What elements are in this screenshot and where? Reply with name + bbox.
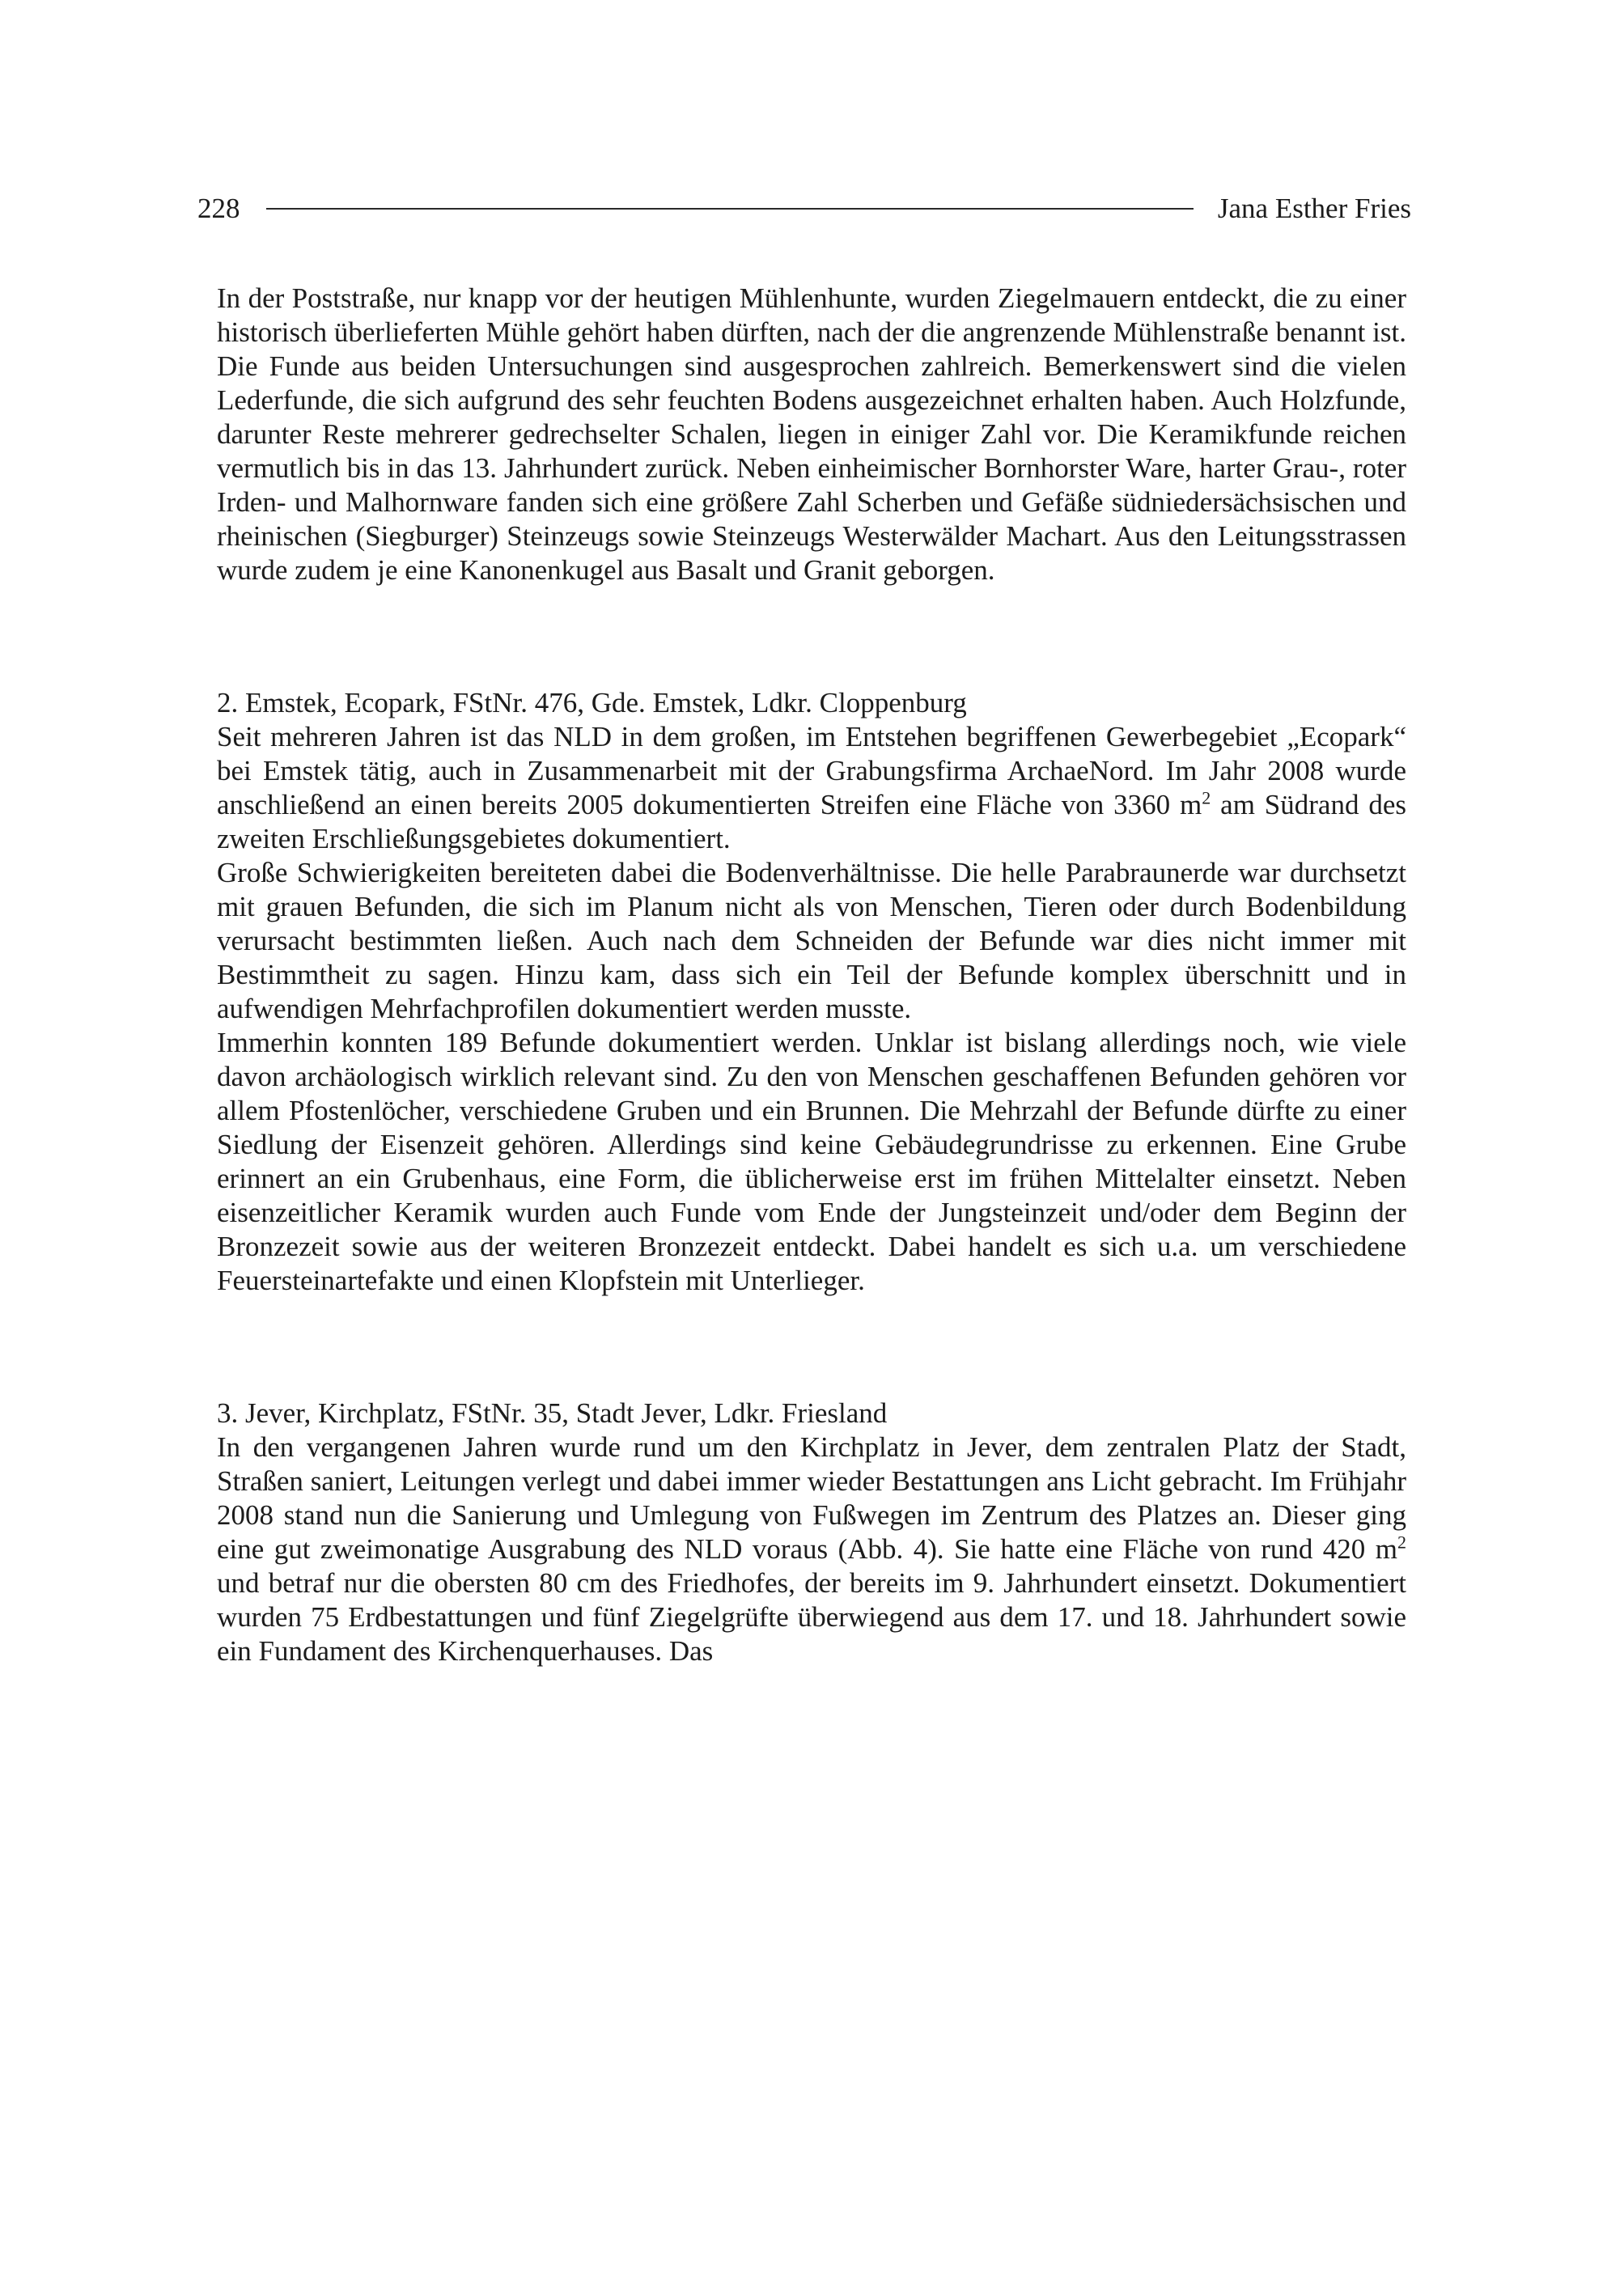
section-jever bbox=[217, 1397, 1406, 1668]
page-body bbox=[217, 282, 1406, 1668]
header-rule bbox=[266, 208, 1194, 210]
section-paragraph: Immerhin konnten 189 Befunde dokumentiert werden. Unklar ist bislang allerdings noch, wie viele davon archäologisch wirklich relevant sind. Zu den von Menschen geschaffenen Befunden gehören vor allem Pfostenlöcher, verschiedene Gruben und ein Brunnen. Die Mehrzahl der Befunde dürfte zu einer Siedlung der Eisenzeit gehören. Allerdings sind keine Gebäudegrundrisse zu erkennen. Eine Grube erinnert an ein Grubenhaus, eine Form, die üblicherweise erst im frühen Mittelalter einsetzt. Neben eisenzeitlicher Keramik wurden auch Funde vom Ende der Jungsteinzeit und/oder dem Beginn der Bronzezeit sowie aus der weiteren Bronzezeit entdeckt. Dabei handelt es sich u.a. um verschiedene Feuersteinartefakte und einen Klopfstein mit Unterlieger. bbox=[217, 1027, 1406, 1296]
section-emstek bbox=[217, 686, 1406, 1298]
running-header bbox=[197, 186, 1411, 231]
superscript: 2 bbox=[1397, 1532, 1406, 1553]
section-title: 3. Jever, Kirchplatz, FStNr. 35, Stadt Jever, Ldkr. Friesland bbox=[217, 1397, 888, 1429]
section-paragraph: Große Schwierigkeiten bereiteten dabei die Bodenverhältnisse. Die helle Parabraunerde war durchsetzt mit grauen Befunden, die sich im Planum nicht als von Menschen, Tieren oder durch Bodenbildung verursacht bestimmten ließen. Auch nach dem Schneiden der Befunde war dies nicht immer mit Bestimmtheit zu sagen. Hinzu kam, dass sich ein Teil der Befunde komplex überschnitt und in aufwendigen Mehrfachprofilen dokumentiert werden musste. bbox=[217, 857, 1406, 1024]
running-title: Jana Esther Fries bbox=[1217, 193, 1411, 224]
page-number: 228 bbox=[197, 193, 240, 224]
intro-paragraph: In der Poststraße, nur knapp vor der heutigen Mühlenhunte, wurden Ziegelmauern entdeckt, die zu einer historisch überlieferten Mühle gehört haben dürften, nach der die angrenzende Mühlenstraße benannt ist. Die Funde aus beiden Untersuchungen sind ausgesprochen zahlreich. Bemerkenswert sind die vielen Lederfunde, die sich aufgrund des sehr feuchten Bodens ausgezeichnet erhalten haben. Auch Holzfunde, darunter Reste mehrerer gedrechselter Schalen, liegen in einiger Zahl vor. Die Keramikfunde reichen vermutlich bis in das 13. Jahrhundert zurück. Neben einheimischer Bornhorster Ware, harter Grau-, roter Irden- und Malhornware fanden sich eine größere Zahl Scherben und Gefäße südniedersächsischen und rheinischen (Siegburger) Steinzeugs sowie Steinzeugs Westerwälder Machart. Aus den Leitungsstrassen wurde zudem je eine Kanonenkugel aus Basalt und Granit geborgen. bbox=[217, 282, 1406, 586]
paragraph-text: und betraf nur die obersten 80 cm des Friedhofes, der bereits im 9. Jahrhundert einsetzt. Dokumentiert wurden 75 Erdbestattungen und fünf Ziegelgrüfte überwiegend aus dem 17. und 18. Jahrhundert sowie ein Fundament des Kirchenquerhauses. Das bbox=[217, 1567, 1406, 1667]
paragraph-text: am Südrand des zweiten Erschließungsgebietes dokumentiert. bbox=[217, 789, 1406, 854]
superscript: 2 bbox=[1202, 787, 1211, 808]
paragraph-text: In den vergangenen Jahren wurde rund um den Kirchplatz in Jever, dem zentralen Platz der Stadt, Straßen saniert, Leitungen verlegt und dabei immer wieder Bestattungen ans Licht gebracht. Im Frühjahr 2008 stand nun die Sanierung und Umlegung von Fußwegen im Zentrum des Platzes an. Dieser ging eine gut zweimonatige Ausgrabung des NLD voraus (Abb. 4). Sie hatte eine Fläche von rund 420 m bbox=[217, 1431, 1406, 1565]
section-paragraph bbox=[217, 1430, 1406, 1668]
paragraph-text: Seit mehreren Jahren ist das NLD in dem großen, im Entstehen begriffenen Gewerbegebiet „Ecopark“ bei Emstek tätig, auch in Zusammenarbeit mit der Grabungsfirma ArchaeNord. Im Jahr 2008 wurde anschließend an einen bereits 2005 dokumentierten Streifen eine Fläche von 3360 m bbox=[217, 721, 1406, 820]
section-title: 2. Emstek, Ecopark, FStNr. 476, Gde. Emstek, Ldkr. Cloppenburg bbox=[217, 687, 967, 718]
section-paragraph bbox=[217, 720, 1406, 856]
